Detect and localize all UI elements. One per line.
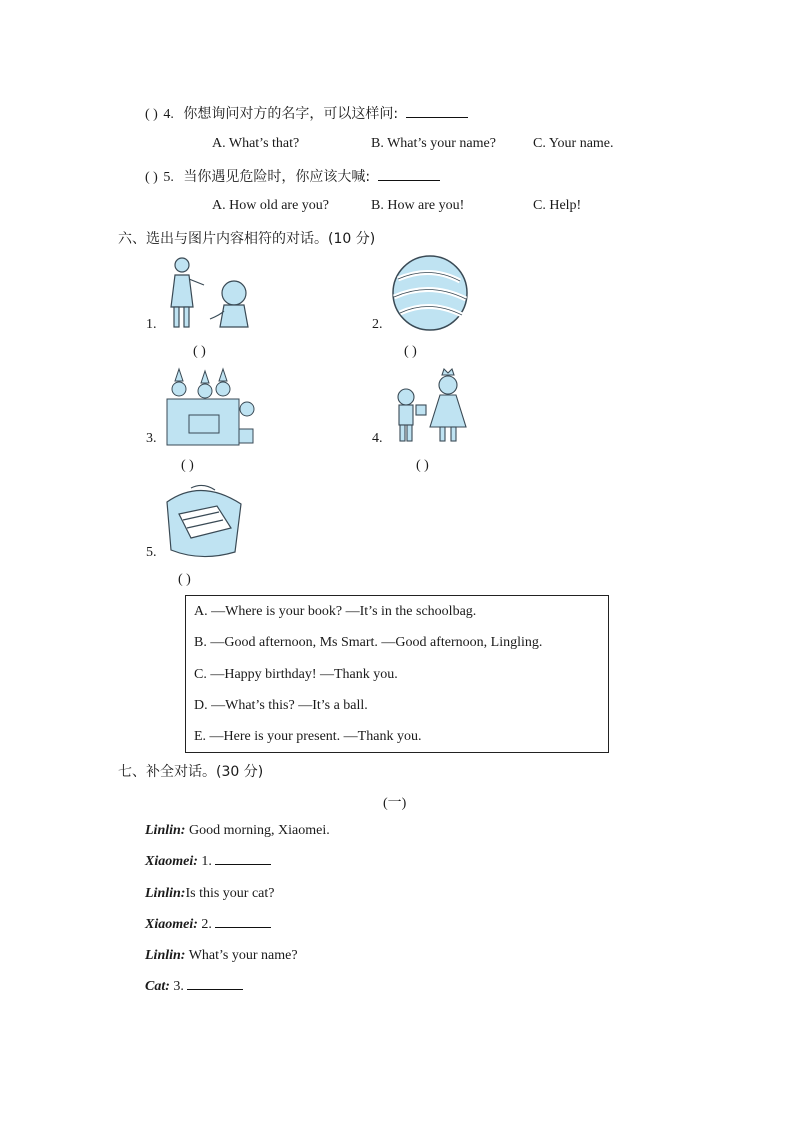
picture-2-answer[interactable]: ( ) (404, 344, 417, 359)
picture-5-image (161, 484, 247, 560)
picture-3-answer[interactable]: ( ) (181, 458, 194, 473)
speaker: Linlin: (145, 886, 186, 901)
choice-a: A. —Where is your book? —It’s in the schoolbag. (194, 604, 477, 619)
picture-5-label: 5. (146, 545, 157, 560)
answer-blank-1[interactable] (215, 864, 271, 865)
q4-option-c: C. Your name. (533, 136, 614, 151)
speaker: Linlin: (145, 823, 186, 838)
section-7-subtitle: (一) (383, 796, 407, 811)
dialogue-line-5 (145, 948, 298, 964)
picture-4-label: 4. (372, 431, 383, 446)
q4-option-b: B. What’s your name? (371, 136, 496, 151)
dialogue-line-3 (145, 886, 275, 902)
picture-2-label: 2. (372, 317, 383, 332)
choice-c: C. —Happy birthday! —Thank you. (194, 667, 398, 682)
answer-blank-2[interactable] (215, 927, 271, 928)
q4-option-a: A. What’s that? (212, 136, 300, 151)
choice-b: B. —Good afternoon, Ms Smart. —Good afternoon, Lingling. (194, 635, 543, 650)
line-text: Is this your cat? (185, 886, 275, 901)
line-text: Good morning, Xiaomei. (185, 823, 330, 838)
section-6-title: 六、选出与图片内容相符的对话。(10 分) (118, 231, 376, 247)
speaker: Linlin: (145, 948, 186, 963)
dialogue-choices-box (185, 595, 609, 753)
line-text: 1. (197, 854, 212, 869)
question-number: 5. (163, 170, 174, 185)
picture-3-image (163, 369, 259, 447)
dialogue-line-2 (145, 854, 271, 870)
answer-blank[interactable] (406, 117, 468, 118)
answer-blank[interactable] (378, 180, 440, 181)
picture-1-label: 1. (146, 317, 157, 332)
choice-e: E. —Here is your present. —Thank you. (194, 729, 422, 744)
line-text: 3. (169, 979, 184, 994)
dialogue-line-1 (145, 823, 330, 839)
picture-2-image (390, 255, 470, 331)
speaker: Xiaomei: (145, 854, 198, 869)
question-stem: 你想询问对方的名字，可以这样问: (183, 106, 399, 122)
speaker: Xiaomei: (145, 917, 198, 932)
dialogue-line-6 (145, 979, 243, 995)
answer-blank-3[interactable] (187, 989, 243, 990)
picture-4-image (390, 369, 472, 447)
question-4 (145, 103, 468, 123)
line-text: What’s your name? (185, 948, 298, 963)
section-7-title: 七、补全对话。(30 分) (118, 764, 264, 780)
picture-3-label: 3. (146, 431, 157, 446)
dialogue-line-4 (145, 917, 271, 933)
picture-4-answer[interactable]: ( ) (416, 458, 429, 473)
question-5 (145, 166, 440, 186)
question-number: 4. (163, 107, 174, 122)
q5-option-c: C. Help! (533, 198, 582, 213)
picture-1-answer[interactable]: ( ) (193, 344, 206, 359)
q5-option-b: B. How are you! (371, 198, 465, 213)
answer-paren[interactable]: ( ) (145, 107, 158, 122)
choice-d: D. —What’s this? —It’s a ball. (194, 698, 368, 713)
question-stem: 当你遇见危险时，你应该大喊: (183, 169, 371, 185)
picture-1-image (160, 255, 260, 335)
answer-paren[interactable]: ( ) (145, 170, 158, 185)
q5-option-a: A. How old are you? (212, 198, 330, 213)
speaker: Cat: (145, 979, 170, 994)
line-text: 2. (197, 917, 212, 932)
picture-5-answer[interactable]: ( ) (178, 572, 191, 587)
